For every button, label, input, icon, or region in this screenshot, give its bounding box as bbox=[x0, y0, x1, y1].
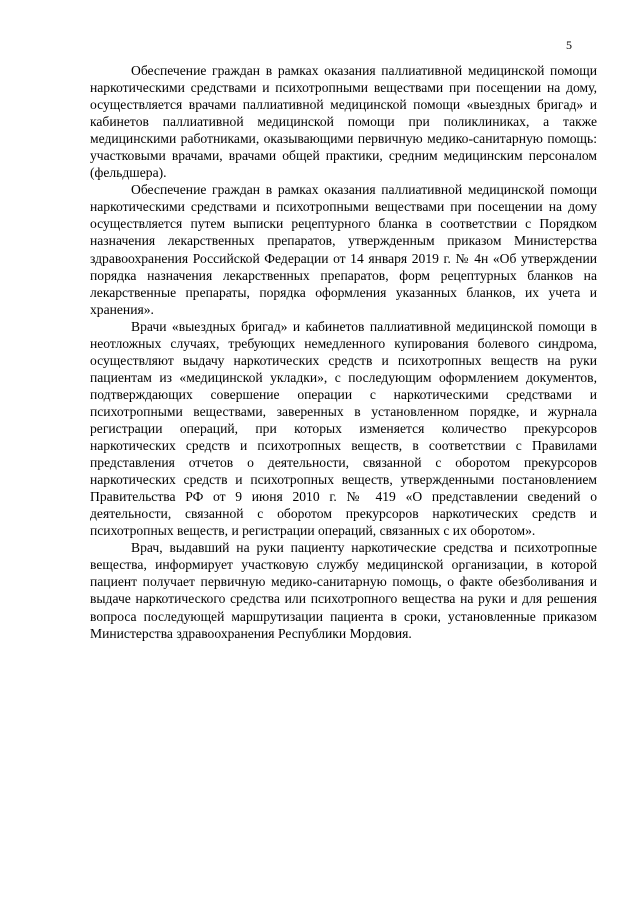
paragraph-1: Обеспечение граждан в рамках оказания паллиативной медицинской помощи наркотическими средствами и психотропными веществами при посещении на дому, осуществляется врачами паллиативной медицинской помощи «выездных бригад» и кабинетов паллиативной медицинской помощи при поликлиниках, а также медицинскими работниками, оказывающими первичную медико-санитарную помощь: участковыми врачами, врачами общей практики, средним медицинским персоналом (фельдшера). bbox=[90, 63, 597, 181]
page-number: 5 bbox=[566, 38, 572, 52]
paragraph-4: Врач, выдавший на руки пациенту наркотические средства и психотропные вещества, информирует участковую службу медицинской организации, в которой пациент получает первичную медико-санитарную помощь, о факте обезболивания и выдаче наркотического средства или психотропного вещества на руки и для решения вопроса последующей маршрутизации пациента в сроки, установленные приказом Министерства здравоохранения Республики Мордовия. bbox=[90, 540, 597, 641]
paragraph-3: Врачи «выездных бригад» и кабинетов паллиативной медицинской помощи в неотложных случаях, требующих немедленного купирования болевого синдрома, осуществляют выдачу наркотических средств и психотропных веществ на руки пациентам из «медицинской укладки», с последующим оформлением документов, подтверждающих совершение операции с наркотическими средствами и психотропными веществами, заверенных в установленном порядке, и журнала регистрации операций, при которых изменяется количество прекурсоров наркотических средств и психотропных веществ, в соответствии с Правилами представления отчетов о деятельности, связанной с оборотом прекурсоров наркотических средств и психотропных веществ, утвержденными постановлением Правительства РФ от 9 июня 2010 г. № 419 «О представлении сведений о деятельности, связанной с оборотом прекурсоров наркотических средств и психотропных веществ, и регистрации операций, связанных с их оборотом». bbox=[90, 318, 597, 539]
paragraph-2: Обеспечение граждан в рамках оказания паллиативной медицинской помощи наркотическими средствами и психотропными веществами при посещении на дому осуществляется путем выписки рецептурного бланка в соответствии с Порядком назначения лекарственных препаратов, утвержденным приказом Министерства здравоохранения Российской Федерации от 14 января 2019 г. № 4н «Об утверждении порядка назначения лекарственных препаратов, форм рецептурных бланков на лекарственные препараты, порядка оформления указанных бланков, их учета и хранения». bbox=[90, 182, 597, 317]
document-body bbox=[90, 62, 597, 642]
